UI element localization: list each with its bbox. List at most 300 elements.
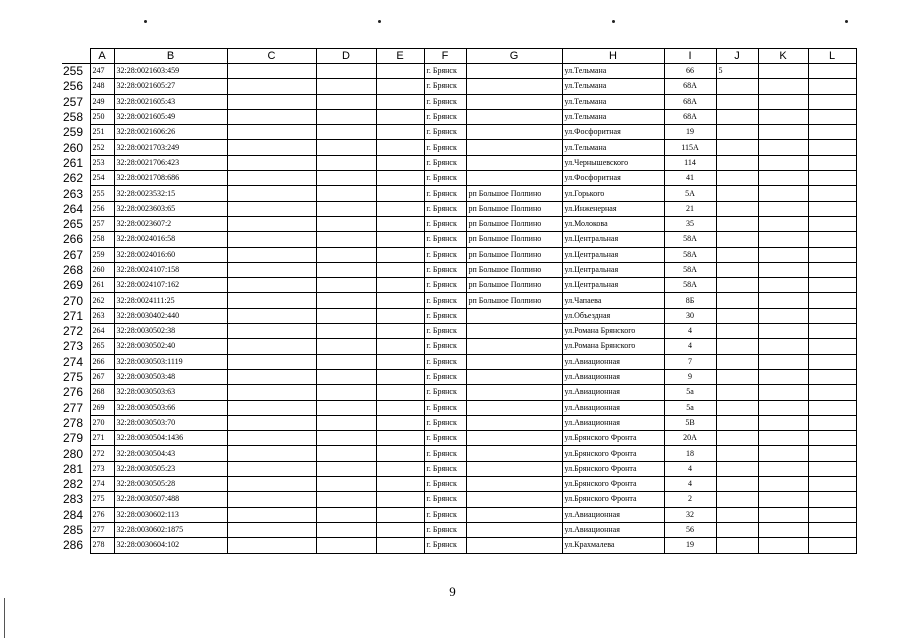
cell-e [376, 216, 424, 231]
cell-h: ул.Брянского Фронта [562, 431, 664, 446]
row-number: 259 [63, 125, 84, 140]
cell-h: ул.Крахмалева [562, 538, 664, 553]
cell-g: рп Большое Полпино [466, 232, 562, 247]
cell-i: 58А [664, 262, 716, 277]
cell-a: 269 [90, 400, 114, 415]
cell-c [227, 522, 316, 537]
cell-g [466, 369, 562, 384]
column-header: H [562, 49, 664, 64]
cell-g [466, 171, 562, 186]
cell-b: 32:28:0021708:686 [114, 171, 227, 186]
cell-d [316, 262, 376, 277]
cell-i: 2 [664, 492, 716, 507]
table-row [62, 522, 856, 537]
row-number: 273 [63, 339, 84, 354]
cell-l [808, 339, 856, 354]
cell-a: 263 [90, 308, 114, 323]
cell-j [716, 385, 758, 400]
cell-l [808, 171, 856, 186]
cell-l [808, 247, 856, 262]
cell-k [758, 201, 808, 216]
cell-j: 5 [716, 64, 758, 79]
cell-k [758, 507, 808, 522]
cell-f: г. Брянск [424, 492, 466, 507]
cell-k [758, 400, 808, 415]
table-row [62, 339, 856, 354]
cell-k [758, 293, 808, 308]
table-row [62, 293, 856, 308]
cell-c [227, 171, 316, 186]
cell-i: 41 [664, 171, 716, 186]
table-row [62, 431, 856, 446]
cell-d [316, 109, 376, 124]
table-row [62, 155, 856, 170]
cell-d [316, 201, 376, 216]
cell-d [316, 324, 376, 339]
cell-a: 252 [90, 140, 114, 155]
table-row [62, 385, 856, 400]
cell-j [716, 79, 758, 94]
cell-i: 66 [664, 64, 716, 79]
table-row [62, 492, 856, 507]
cell-l [808, 507, 856, 522]
cell-e [376, 354, 424, 369]
cell-k [758, 492, 808, 507]
cell-i: 58А [664, 247, 716, 262]
cell-i: 18 [664, 446, 716, 461]
cell-l [808, 293, 856, 308]
cell-i: 20А [664, 431, 716, 446]
column-header-row [62, 49, 856, 64]
table-body [62, 64, 856, 554]
cell-g [466, 79, 562, 94]
cell-i: 4 [664, 461, 716, 476]
cell-l [808, 125, 856, 140]
cell-l [808, 94, 856, 109]
cell-e [376, 446, 424, 461]
row-number: 267 [63, 247, 84, 262]
row-number: 286 [63, 538, 84, 553]
cell-g [466, 354, 562, 369]
cell-j [716, 324, 758, 339]
column-header: F [424, 49, 466, 64]
cell-g [466, 94, 562, 109]
cell-k [758, 522, 808, 537]
table-row [62, 171, 856, 186]
cell-f: г. Брянск [424, 216, 466, 231]
cell-h: ул.Романа Брянского [562, 339, 664, 354]
cell-k [758, 109, 808, 124]
cell-f: г. Брянск [424, 171, 466, 186]
cell-b: 32:28:0030503:48 [114, 369, 227, 384]
cell-i: 4 [664, 477, 716, 492]
cell-c [227, 232, 316, 247]
row-number: 255 [63, 64, 84, 79]
cell-c [227, 446, 316, 461]
cell-l [808, 446, 856, 461]
cell-b: 32:28:0030604:102 [114, 538, 227, 553]
cell-c [227, 385, 316, 400]
table-row [62, 125, 856, 140]
top-dot [612, 20, 615, 23]
cell-e [376, 186, 424, 201]
cell-d [316, 369, 376, 384]
cell-f: г. Брянск [424, 232, 466, 247]
cell-h: ул.Центральная [562, 232, 664, 247]
cell-f: г. Брянск [424, 140, 466, 155]
cell-b: 32:28:0024016:60 [114, 247, 227, 262]
cell-h: ул.Горького [562, 186, 664, 201]
cell-a: 259 [90, 247, 114, 262]
cell-k [758, 446, 808, 461]
cell-d [316, 64, 376, 79]
cell-j [716, 446, 758, 461]
row-number: 262 [63, 171, 84, 186]
cell-f: г. Брянск [424, 278, 466, 293]
cell-a: 264 [90, 324, 114, 339]
table-row [62, 400, 856, 415]
cell-l [808, 155, 856, 170]
cell-e [376, 247, 424, 262]
cell-b: 32:28:0030502:38 [114, 324, 227, 339]
cell-e [376, 522, 424, 537]
cell-l [808, 461, 856, 476]
table-row [62, 79, 856, 94]
cell-e [376, 339, 424, 354]
cell-a: 268 [90, 385, 114, 400]
cell-d [316, 216, 376, 231]
cell-j [716, 125, 758, 140]
table-row [62, 94, 856, 109]
cell-h: ул.Тельмана [562, 94, 664, 109]
cell-g [466, 415, 562, 430]
cell-e [376, 369, 424, 384]
cell-d [316, 125, 376, 140]
cell-a: 248 [90, 79, 114, 94]
cell-d [316, 446, 376, 461]
cell-g [466, 446, 562, 461]
cell-l [808, 324, 856, 339]
cell-k [758, 155, 808, 170]
cell-k [758, 278, 808, 293]
table-row [62, 446, 856, 461]
cell-f: г. Брянск [424, 461, 466, 476]
cell-l [808, 140, 856, 155]
cell-l [808, 308, 856, 323]
cell-j [716, 186, 758, 201]
row-number: 278 [63, 415, 84, 430]
cell-b: 32:28:0024111:25 [114, 293, 227, 308]
cell-c [227, 324, 316, 339]
cell-g [466, 492, 562, 507]
cell-b: 32:28:0030503:1119 [114, 354, 227, 369]
cell-i: 5А [664, 186, 716, 201]
cell-i: 5а [664, 400, 716, 415]
cell-j [716, 308, 758, 323]
cell-e [376, 201, 424, 216]
cell-e [376, 385, 424, 400]
row-number: 284 [63, 507, 84, 522]
top-dot [845, 20, 848, 23]
cell-b: 32:28:0030503:66 [114, 400, 227, 415]
cell-f: г. Брянск [424, 155, 466, 170]
cell-f: г. Брянск [424, 415, 466, 430]
cell-b: 32:28:0021605:27 [114, 79, 227, 94]
cell-c [227, 431, 316, 446]
cell-a: 255 [90, 186, 114, 201]
cell-b: 32:28:0024107:162 [114, 278, 227, 293]
cell-l [808, 538, 856, 553]
cell-i: 58А [664, 232, 716, 247]
cell-d [316, 461, 376, 476]
cell-c [227, 278, 316, 293]
cell-c [227, 64, 316, 79]
table-row [62, 461, 856, 476]
cell-f: г. Брянск [424, 446, 466, 461]
cell-i: 68А [664, 109, 716, 124]
cell-h: ул.Авиационная [562, 507, 664, 522]
cell-i: 56 [664, 522, 716, 537]
cell-e [376, 492, 424, 507]
cell-i: 115А [664, 140, 716, 155]
cell-d [316, 415, 376, 430]
cell-g: рп Большое Полпино [466, 186, 562, 201]
cell-e [376, 79, 424, 94]
cell-g [466, 400, 562, 415]
cell-j [716, 247, 758, 262]
cell-f: г. Брянск [424, 201, 466, 216]
cell-i: 5В [664, 415, 716, 430]
cell-h: ул.Объездная [562, 308, 664, 323]
cell-a: 250 [90, 109, 114, 124]
cell-c [227, 262, 316, 277]
cell-a: 278 [90, 538, 114, 553]
column-header: I [664, 49, 716, 64]
row-number: 275 [63, 370, 84, 385]
cell-c [227, 400, 316, 415]
cell-k [758, 461, 808, 476]
row-number: 283 [63, 492, 84, 507]
cell-d [316, 79, 376, 94]
cell-g [466, 109, 562, 124]
cell-e [376, 538, 424, 553]
cell-a: 276 [90, 507, 114, 522]
cell-a: 277 [90, 522, 114, 537]
cell-l [808, 278, 856, 293]
row-number: 277 [63, 400, 84, 415]
cell-b: 32:28:0021605:49 [114, 109, 227, 124]
cell-a: 271 [90, 431, 114, 446]
page-number: 9 [449, 584, 456, 599]
cell-f: г. Брянск [424, 477, 466, 492]
row-number: 263 [63, 186, 84, 201]
cell-e [376, 278, 424, 293]
cell-b: 32:28:0023532:15 [114, 186, 227, 201]
cell-b: 32:28:0030505:23 [114, 461, 227, 476]
cell-d [316, 354, 376, 369]
table-row [62, 415, 856, 430]
cell-c [227, 125, 316, 140]
table-row [62, 186, 856, 201]
cell-l [808, 492, 856, 507]
cell-i: 68А [664, 79, 716, 94]
cell-j [716, 171, 758, 186]
top-dot [144, 20, 147, 23]
spreadsheet-table [62, 48, 857, 554]
cell-a: 258 [90, 232, 114, 247]
cell-h: ул.Тельмана [562, 64, 664, 79]
row-number: 271 [63, 308, 84, 323]
row-number: 281 [63, 461, 84, 476]
cell-k [758, 308, 808, 323]
cell-a: 249 [90, 94, 114, 109]
cell-d [316, 385, 376, 400]
cell-i: 68А [664, 94, 716, 109]
cell-c [227, 140, 316, 155]
cell-d [316, 140, 376, 155]
cell-h: ул.Центральная [562, 262, 664, 277]
cell-l [808, 400, 856, 415]
top-dot [378, 20, 381, 23]
cell-c [227, 507, 316, 522]
cell-l [808, 64, 856, 79]
cell-e [376, 171, 424, 186]
cell-c [227, 94, 316, 109]
cell-h: ул.Фосфоритная [562, 171, 664, 186]
cell-b: 32:28:0030504:1436 [114, 431, 227, 446]
table-row [62, 538, 856, 553]
cell-d [316, 400, 376, 415]
cell-c [227, 308, 316, 323]
cell-k [758, 477, 808, 492]
cell-f: г. Брянск [424, 538, 466, 553]
cell-i: 30 [664, 308, 716, 323]
cell-f: г. Брянск [424, 522, 466, 537]
cell-g [466, 522, 562, 537]
cell-b: 32:28:0030602:1875 [114, 522, 227, 537]
cell-a: 265 [90, 339, 114, 354]
row-number: 257 [63, 94, 84, 109]
column-header: C [227, 49, 316, 64]
cell-l [808, 186, 856, 201]
cell-h: ул.Авиационная [562, 369, 664, 384]
cell-f: г. Брянск [424, 354, 466, 369]
column-header: L [808, 49, 856, 64]
cell-j [716, 461, 758, 476]
cell-a: 253 [90, 155, 114, 170]
cell-b: 32:28:0021606:26 [114, 125, 227, 140]
cell-j [716, 431, 758, 446]
cell-c [227, 109, 316, 124]
margin-line [4, 598, 5, 638]
cell-g: рп Большое Полпино [466, 262, 562, 277]
column-header: K [758, 49, 808, 64]
cell-b: 32:28:0030503:63 [114, 385, 227, 400]
table-row [62, 216, 856, 231]
cell-e [376, 507, 424, 522]
cell-h: ул.Авиационная [562, 385, 664, 400]
row-number: 280 [63, 446, 84, 461]
cell-a: 266 [90, 354, 114, 369]
row-number: 268 [63, 263, 84, 277]
cell-l [808, 522, 856, 537]
cell-b: 32:28:0030507:488 [114, 492, 227, 507]
cell-h: ул.Романа Брянского [562, 324, 664, 339]
cell-c [227, 477, 316, 492]
cell-g [466, 538, 562, 553]
cell-j [716, 477, 758, 492]
cell-e [376, 140, 424, 155]
cell-c [227, 155, 316, 170]
cell-h: ул.Авиационная [562, 415, 664, 430]
cell-k [758, 64, 808, 79]
cell-d [316, 538, 376, 553]
cell-a: 267 [90, 369, 114, 384]
row-number: 276 [63, 385, 84, 400]
cell-b: 32:28:0024107:158 [114, 262, 227, 277]
cell-a: 275 [90, 492, 114, 507]
cell-k [758, 538, 808, 553]
cell-j [716, 94, 758, 109]
cell-g [466, 477, 562, 492]
cell-g [466, 507, 562, 522]
cell-d [316, 155, 376, 170]
cell-f: г. Брянск [424, 369, 466, 384]
column-header: J [716, 49, 758, 64]
cell-c [227, 339, 316, 354]
cell-k [758, 415, 808, 430]
cell-l [808, 354, 856, 369]
cell-b: 32:28:0023603:65 [114, 201, 227, 216]
cell-d [316, 293, 376, 308]
cell-h: ул.Фосфоритная [562, 125, 664, 140]
cell-d [316, 339, 376, 354]
cell-c [227, 293, 316, 308]
cell-a: 251 [90, 125, 114, 140]
cell-h: ул.Чапаева [562, 293, 664, 308]
cell-j [716, 400, 758, 415]
cell-j [716, 293, 758, 308]
cell-g: рп Большое Полпино [466, 278, 562, 293]
cell-a: 262 [90, 293, 114, 308]
cell-c [227, 415, 316, 430]
cell-g: рп Большое Полпино [466, 201, 562, 216]
cell-f: г. Брянск [424, 400, 466, 415]
cell-h: ул.Авиационная [562, 400, 664, 415]
cell-d [316, 477, 376, 492]
cell-e [376, 477, 424, 492]
cell-j [716, 201, 758, 216]
cell-c [227, 354, 316, 369]
cell-g: рп Большое Полпино [466, 293, 562, 308]
cell-h: ул.Чернышевского [562, 155, 664, 170]
cell-e [376, 324, 424, 339]
corner-cell [62, 49, 90, 64]
table-row [62, 201, 856, 216]
cell-e [376, 109, 424, 124]
cell-g: рп Большое Полпино [466, 216, 562, 231]
cell-e [376, 125, 424, 140]
cell-d [316, 186, 376, 201]
cell-a: 270 [90, 415, 114, 430]
table-row [62, 507, 856, 522]
cell-i: 8Б [664, 293, 716, 308]
cell-g [466, 140, 562, 155]
cell-b: 32:28:0021605:43 [114, 94, 227, 109]
cell-b: 32:28:0021706:423 [114, 155, 227, 170]
cell-l [808, 431, 856, 446]
cell-b: 32:28:0030402:440 [114, 308, 227, 323]
